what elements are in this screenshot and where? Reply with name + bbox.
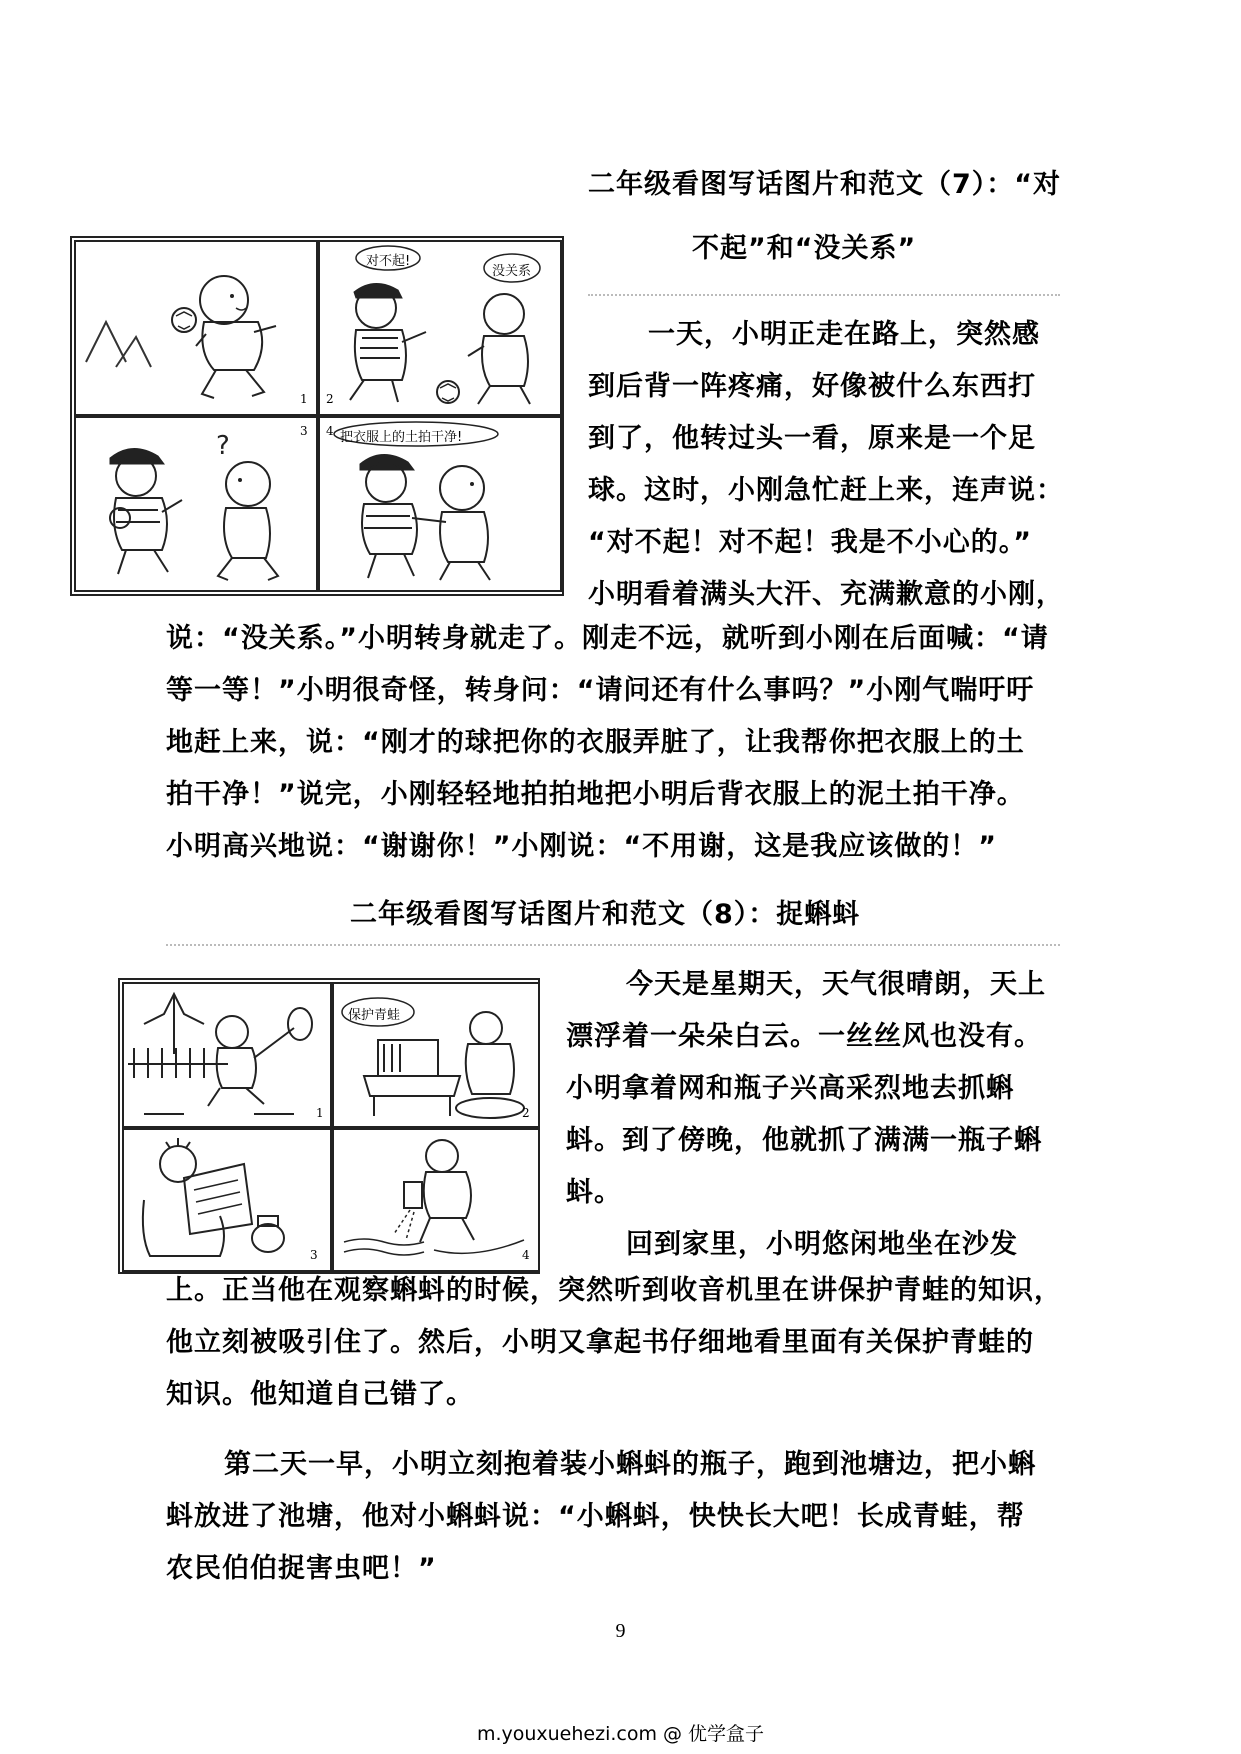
s8-line-6: 回到家里，小明悠闲地坐在沙发 bbox=[626, 1229, 1018, 1260]
s8-panel-1 bbox=[122, 982, 332, 1128]
s8-line-5: 蚪。 bbox=[566, 1177, 622, 1208]
s7-line-3: 到了，他转过头一看，原来是一个足 bbox=[588, 423, 1036, 454]
s7-line-6: 小明看着满头大汗、充满歉意的小刚， bbox=[588, 579, 1064, 610]
s7-line-11: 小明高兴地说：“谢谢你！”小刚说：“不用谢，这是我应该做的！” bbox=[166, 831, 997, 862]
footer-site-link[interactable]: m.youxuehezi.com @ 优学盒子 bbox=[476, 1723, 765, 1745]
s8-line-12: 农民伯伯捉害虫吧！” bbox=[166, 1553, 437, 1584]
s8-line-10: 第二天一早，小明立刻抱着装小蝌蚪的瓶子，跑到池塘边，把小蝌 bbox=[224, 1449, 1036, 1480]
s8-line-9: 知识。他知道自己错了。 bbox=[166, 1379, 474, 1410]
s7-panel-4-number: 4 bbox=[326, 424, 334, 438]
section8-title: 二年级看图写话图片和范文（8）：捉蝌蚪 bbox=[350, 899, 861, 930]
section8-comic bbox=[118, 978, 540, 1274]
kid-releasing-tadpoles-illustration bbox=[334, 1130, 538, 1270]
page-number: 9 bbox=[615, 1620, 626, 1642]
s7-line-2: 到后背一阵疼痛，好像被什么东西打 bbox=[588, 371, 1036, 402]
s7-line-4: 球。这时，小刚急忙赶上来，连声说： bbox=[588, 475, 1064, 506]
s8-line-4: 蚪。到了傍晚，他就抓了满满一瓶子蝌 bbox=[566, 1125, 1042, 1156]
s8-panel-2-number: 2 bbox=[522, 1106, 530, 1120]
kid-kicked-ball-illustration bbox=[76, 242, 316, 414]
s8-line-1: 今天是星期天，天气很晴朗，天上 bbox=[626, 969, 1046, 1000]
s8-panel-3-number: 3 bbox=[310, 1248, 318, 1262]
s7-panel-2-bubble-left: 对不起! bbox=[366, 254, 411, 269]
s7-line-7: 说：“没关系。”小明转身就走了。刚走不远，就听到小刚在后面喊：“请 bbox=[166, 623, 1049, 654]
s7-panel-1-number: 1 bbox=[300, 392, 308, 406]
s7-panel-1 bbox=[74, 240, 318, 416]
kid-with-ball-and-confused-kid-illustration bbox=[76, 418, 316, 590]
s7-panel-2 bbox=[318, 240, 562, 416]
s7-panel-2-bubble-right: 没关系 bbox=[492, 264, 532, 279]
svg-text:?: ? bbox=[216, 431, 230, 461]
s7-line-5: “对不起！对不起！我是不小心的。” bbox=[588, 527, 1032, 558]
s7-line-8: 等一等！”小明很奇怪，转身问：“请问还有什么事吗？”小刚气喘吁吁 bbox=[166, 675, 1035, 706]
section7-divider bbox=[588, 294, 1060, 296]
s8-panel-4 bbox=[332, 1128, 540, 1272]
kid-running-with-net-illustration bbox=[124, 984, 330, 1126]
s8-panel-4-number: 4 bbox=[522, 1248, 530, 1262]
s8-line-3: 小明拿着网和瓶子兴高采烈地去抓蝌 bbox=[566, 1073, 1014, 1104]
s8-panel-1-number: 1 bbox=[316, 1106, 324, 1120]
s7-panel-3 bbox=[74, 416, 318, 592]
s7-line-10: 拍干净！”说完，小刚轻轻地拍拍地把小明后背衣服上的泥土拍干净。 bbox=[166, 779, 1025, 810]
s7-line-1: 一天，小明正走在路上，突然感 bbox=[648, 319, 1040, 350]
section8-divider bbox=[166, 944, 1060, 946]
s8-panel-3 bbox=[122, 1128, 332, 1272]
section7-title-line2: 不起”和“没关系” bbox=[692, 233, 917, 264]
s7-panel-4-bubble: 把衣服上的土拍干净! bbox=[340, 430, 463, 445]
s8-panel-2-bubble: 保护青蛙 bbox=[348, 1008, 401, 1023]
s8-line-11: 蚪放进了池塘，他对小蝌蚪说：“小蝌蚪，快快长大吧！长成青蛙，帮 bbox=[166, 1501, 1025, 1532]
s8-panel-2 bbox=[332, 982, 540, 1128]
s7-panel-4 bbox=[318, 416, 562, 592]
kid-reading-book-illustration bbox=[124, 1130, 330, 1270]
section7-comic bbox=[70, 236, 564, 596]
section7-title-line1: 二年级看图写话图片和范文（7）：“对 bbox=[588, 169, 1062, 200]
s7-line-9: 地赶上来，说：“刚才的球把你的衣服弄脏了，让我帮你把衣服上的土 bbox=[166, 727, 1025, 758]
s7-panel-3-number: 3 bbox=[300, 424, 308, 438]
s8-line-2: 漂浮着一朵朵白云。一丝丝风也没有。 bbox=[566, 1021, 1042, 1052]
s7-panel-2-number: 2 bbox=[326, 392, 334, 406]
s8-line-7: 上。正当他在观察蝌蚪的时候，突然听到收音机里在讲保护青蛙的知识， bbox=[166, 1275, 1062, 1306]
s8-line-8: 他立刻被吸引住了。然后，小明又拿起书仔细地看里面有关保护青蛙的 bbox=[166, 1327, 1034, 1358]
